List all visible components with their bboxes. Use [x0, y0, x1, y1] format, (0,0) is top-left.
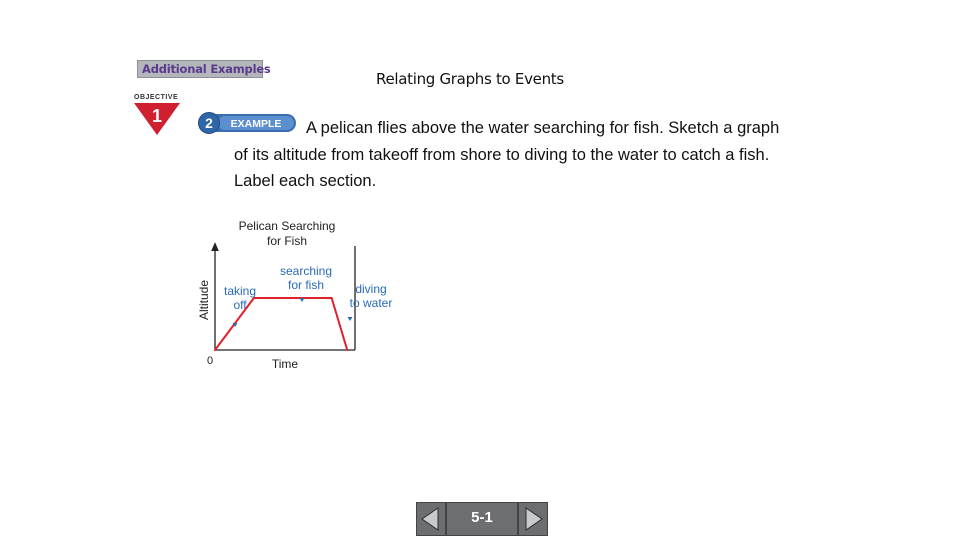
- y-axis-label: Altitude: [197, 279, 211, 321]
- annotation-diving-to-water-arrow: [348, 317, 353, 321]
- annotations: [224, 264, 392, 327]
- navigation-bar: [416, 502, 548, 536]
- annotation-searching-for-fish-line-1: searching: [279, 264, 333, 278]
- annotation-searching-for-fish-arrow: [300, 298, 305, 302]
- annotation-diving-to-water-line-1: diving: [355, 282, 387, 296]
- previous-slide-button[interactable]: [416, 502, 446, 536]
- slide-title: Relating Graphs to Events: [376, 70, 564, 88]
- chart-title-line-2: for Fish: [266, 234, 308, 248]
- objective-label: OBJECTIVE: [134, 94, 179, 101]
- chart-title-line-1: Pelican Searching: [238, 219, 336, 233]
- annotation-diving-to-water-line-2: to water: [349, 296, 393, 310]
- example-number: 2: [205, 115, 213, 131]
- annotation-taking-off-line-1: taking: [223, 284, 257, 298]
- origin-label: 0: [206, 355, 214, 367]
- series-segment: [332, 298, 348, 350]
- next-slide-button[interactable]: [518, 502, 548, 536]
- annotation-taking-off-line-2: off: [233, 298, 247, 312]
- x-axis-label: Time: [271, 357, 299, 371]
- page-number: 5-1: [446, 502, 518, 536]
- problem-text: A pelican flies above the water searching for fish. Sketch a graph of its altitude from takeoff from shore to diving to the water to catch a fish. Label each section.: [234, 119, 780, 190]
- additional-examples-banner: Additional Examples: [137, 60, 263, 78]
- annotation-searching-for-fish-line-2: for fish: [287, 278, 325, 292]
- objective-number-icon: [134, 103, 180, 135]
- pelican-altitude-graph: [190, 210, 410, 380]
- example-label: EXAMPLE: [230, 118, 282, 130]
- objective-number: 1: [151, 106, 163, 126]
- objective-badge: [134, 94, 184, 136]
